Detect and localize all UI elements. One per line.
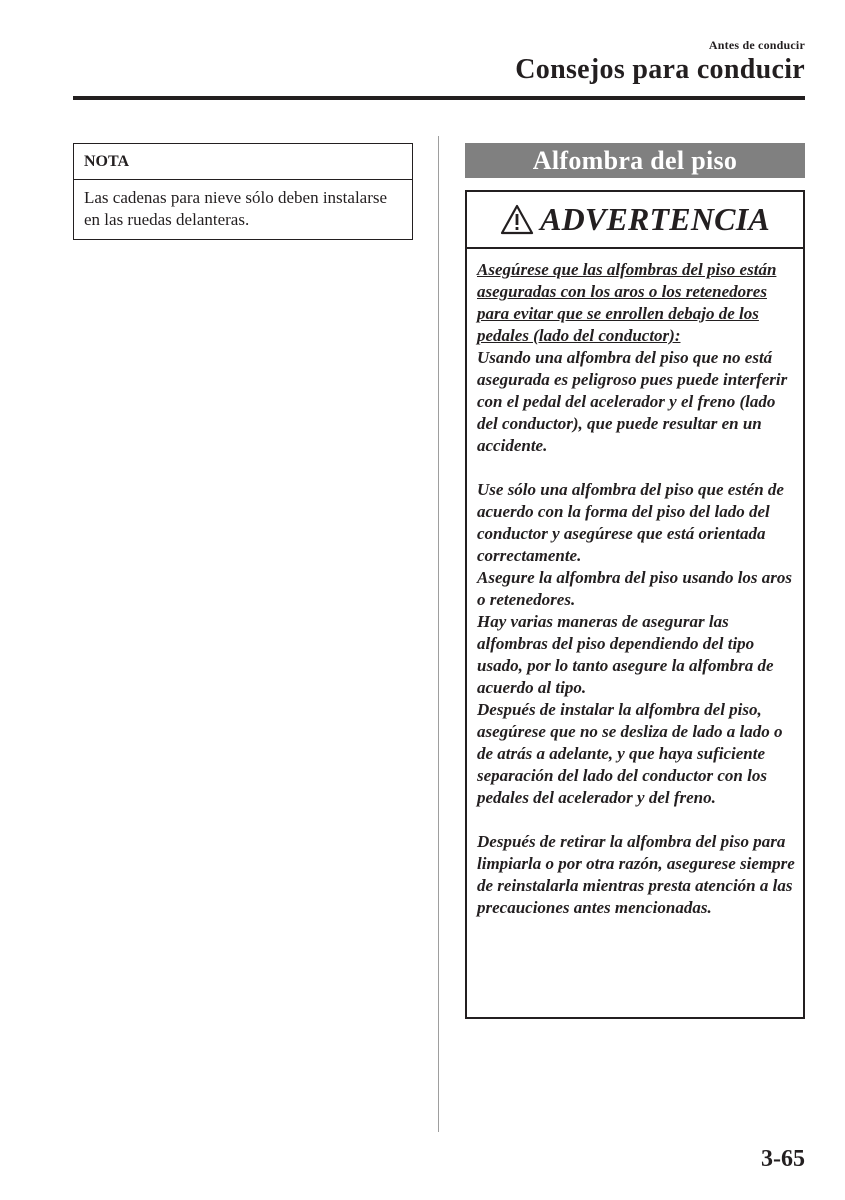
- warning-header: [467, 192, 803, 249]
- warning-body: [467, 249, 803, 919]
- warning-title: ADVERTENCIA: [540, 201, 770, 237]
- warning-paragraph: Asegure la alfombra del piso usando los aros o retenedores.: [477, 568, 793, 609]
- warning-paragraph: Asegúrese que las alfombras del piso están aseguradas con los aros o los retenedores para evitar que se enrollen debajo de los pedales (lado del conductor):: [477, 260, 777, 345]
- warning-paragraph: Use sólo una alfombra del piso que estén de acuerdo con la forma del piso del lado del conductor y asegúrese que está orientada correctamente.: [477, 480, 784, 565]
- section-heading: Alfombra del piso: [465, 143, 805, 178]
- paragraph-gap: [477, 809, 795, 831]
- warning-triangle-icon: [500, 204, 534, 236]
- warning-paragraph: Después de instalar la alfombra del piso, asegúrese que no se desliza de lado a lado o de atrás a adelante, y que haya suficiente separación del lado del conductor con los pedales del acelerador y del freno.: [477, 700, 783, 807]
- warning-box: [465, 190, 805, 1019]
- page-title: Consejos para conducir: [515, 54, 805, 85]
- warning-paragraph: Hay varias maneras de asegurar las alfombras del piso dependiendo del tipo usado, por lo tanto asegure la alfombra de acuerdo al tipo.: [477, 612, 774, 697]
- nota-text: Las cadenas para nieve sólo deben instalarse en las ruedas delanteras.: [84, 188, 388, 229]
- header-section-label: Antes de conducir: [708, 38, 805, 52]
- warning-paragraph: Después de retirar la alfombra del piso para limpiarla o por otra razón, asegurese siempre de reinstalarla mientras presta atención a las precauciones antes mencionadas.: [477, 832, 795, 917]
- header-rule: [73, 96, 805, 100]
- warning-paragraph: Usando una alfombra del piso que no está asegurada es peligroso pues puede interferir con el pedal del acelerador y el freno (lado del conductor), que puede resultar en un accidente.: [477, 348, 788, 455]
- paragraph-gap: [477, 457, 795, 479]
- page-number: 3-65: [761, 1146, 805, 1172]
- nota-heading: NOTA: [74, 144, 412, 180]
- column-divider: [438, 136, 439, 1132]
- nota-box: [73, 143, 413, 240]
